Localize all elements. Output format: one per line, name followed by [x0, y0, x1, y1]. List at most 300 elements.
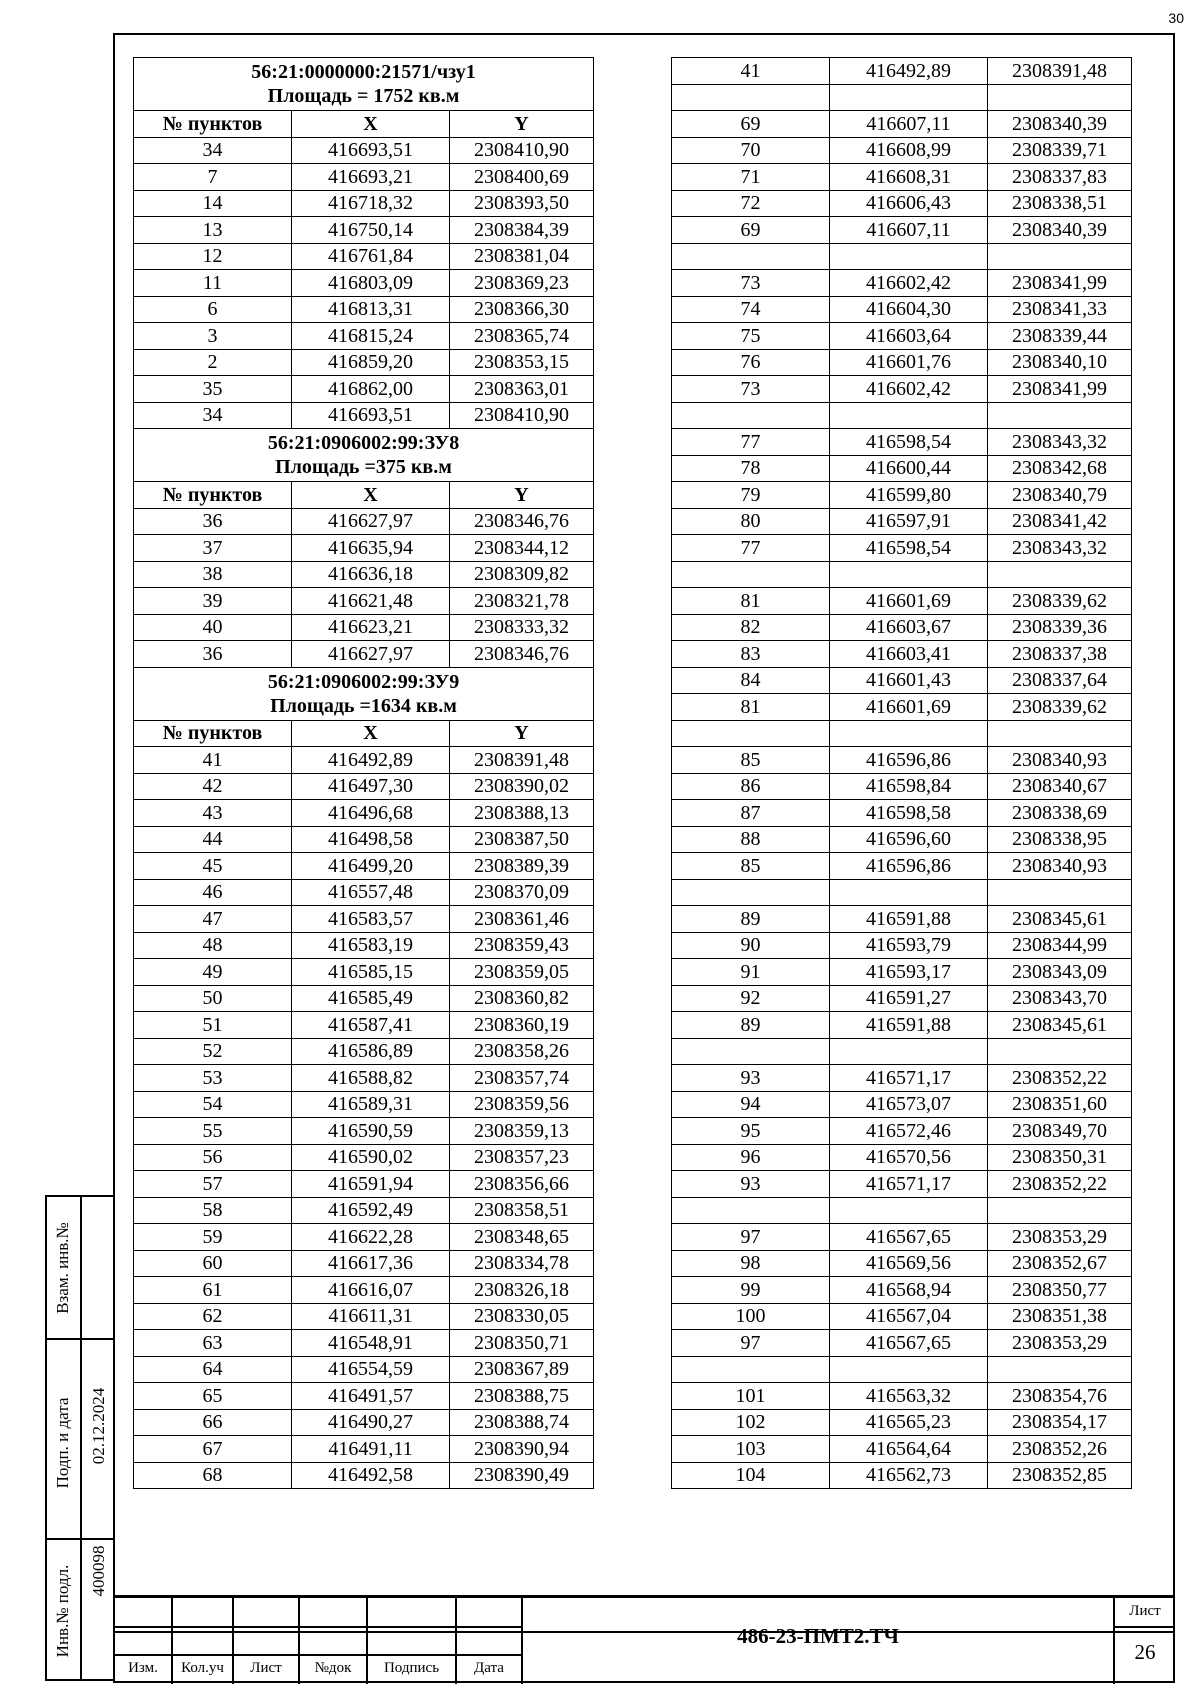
table-row — [672, 349, 1132, 376]
point-number-cell — [672, 879, 830, 906]
column-header-row — [134, 720, 594, 747]
x-cell: 416591,88 — [830, 1012, 988, 1039]
y-cell: 2308363,01 — [450, 376, 594, 403]
point-number-cell: 102 — [672, 1409, 830, 1436]
x-cell: 416803,09 — [292, 270, 450, 297]
point-number-cell: 6 — [134, 296, 292, 323]
table-row — [134, 1091, 594, 1118]
table-row — [672, 1171, 1132, 1198]
point-number-cell: 55 — [134, 1118, 292, 1145]
table-row — [672, 58, 1132, 85]
x-cell — [830, 879, 988, 906]
right-coordinates-table — [671, 57, 1132, 1489]
point-number-cell: 52 — [134, 1038, 292, 1065]
table-row — [134, 614, 594, 641]
point-number-cell: 13 — [134, 217, 292, 244]
x-cell: 416622,28 — [292, 1224, 450, 1251]
y-cell: 2308343,32 — [988, 535, 1132, 562]
y-cell: 2308337,38 — [988, 641, 1132, 668]
y-cell: 2308330,05 — [450, 1303, 594, 1330]
separator-row — [672, 1038, 1132, 1065]
y-cell: 2308367,89 — [450, 1356, 594, 1383]
separator-row — [672, 402, 1132, 429]
y-cell: 2308339,71 — [988, 137, 1132, 164]
y-cell: 2308346,76 — [450, 641, 594, 668]
point-number-cell: 88 — [672, 826, 830, 853]
point-number-cell: 57 — [134, 1171, 292, 1198]
y-cell: 2308344,12 — [450, 535, 594, 562]
x-cell: 416598,54 — [830, 429, 988, 456]
point-number-cell: 72 — [672, 190, 830, 217]
y-cell: 2308338,95 — [988, 826, 1132, 853]
y-cell: 2308366,30 — [450, 296, 594, 323]
x-cell: 416588,82 — [292, 1065, 450, 1092]
y-cell: 2308381,04 — [450, 243, 594, 270]
y-cell: 2308390,49 — [450, 1462, 594, 1489]
y-cell: 2308390,94 — [450, 1436, 594, 1463]
point-number-cell: 80 — [672, 508, 830, 535]
table-row — [672, 323, 1132, 350]
x-cell: 416589,31 — [292, 1091, 450, 1118]
y-cell — [988, 1356, 1132, 1383]
point-number-cell: 85 — [672, 853, 830, 880]
x-cell: 416616,07 — [292, 1277, 450, 1304]
x-cell: 416492,58 — [292, 1462, 450, 1489]
x-cell: 416603,41 — [830, 641, 988, 668]
table-row — [134, 1038, 594, 1065]
y-cell: 2308343,32 — [988, 429, 1132, 456]
column-header-row — [134, 482, 594, 509]
table-row — [134, 561, 594, 588]
x-cell: 416563,32 — [830, 1383, 988, 1410]
y-header: Y — [450, 482, 594, 509]
point-number-cell: 7 — [134, 164, 292, 191]
point-number-header: № пунктов — [134, 482, 292, 509]
y-cell: 2308343,70 — [988, 985, 1132, 1012]
point-number-cell: 43 — [134, 800, 292, 827]
x-cell: 416593,17 — [830, 959, 988, 986]
point-number-cell — [672, 402, 830, 429]
point-number-cell: 99 — [672, 1277, 830, 1304]
x-cell: 416591,88 — [830, 906, 988, 933]
point-number-cell: 95 — [672, 1118, 830, 1145]
y-cell: 2308341,33 — [988, 296, 1132, 323]
x-cell — [830, 1356, 988, 1383]
table-row — [134, 853, 594, 880]
point-number-cell: 89 — [672, 1012, 830, 1039]
section-header — [134, 667, 594, 720]
table-row — [134, 1383, 594, 1410]
point-number-cell: 79 — [672, 482, 830, 509]
y-cell: 2308342,68 — [988, 455, 1132, 482]
point-number-cell — [672, 84, 830, 111]
point-number-cell: 37 — [134, 535, 292, 562]
y-cell: 2308339,36 — [988, 614, 1132, 641]
y-cell: 2308357,74 — [450, 1065, 594, 1092]
point-number-cell: 58 — [134, 1197, 292, 1224]
x-cell: 416564,64 — [830, 1436, 988, 1463]
point-number-cell: 36 — [134, 641, 292, 668]
section-area: Площадь =1634 кв.м — [270, 694, 457, 717]
table-row — [672, 1277, 1132, 1304]
x-cell: 416602,42 — [830, 376, 988, 403]
section-header — [134, 429, 594, 482]
point-number-cell: 77 — [672, 535, 830, 562]
x-cell: 416591,27 — [830, 985, 988, 1012]
point-number-cell: 69 — [672, 111, 830, 138]
point-number-cell: 96 — [672, 1144, 830, 1171]
table-row — [134, 747, 594, 774]
point-number-cell: 53 — [134, 1065, 292, 1092]
separator-row — [672, 243, 1132, 270]
table-row — [672, 1065, 1132, 1092]
y-cell: 2308340,79 — [988, 482, 1132, 509]
y-cell — [988, 561, 1132, 588]
x-cell: 416813,31 — [292, 296, 450, 323]
table-row — [134, 826, 594, 853]
y-cell — [988, 84, 1132, 111]
section-title-cell — [134, 429, 594, 482]
point-number-cell: 41 — [134, 747, 292, 774]
y-cell: 2308338,69 — [988, 800, 1132, 827]
x-cell: 416571,17 — [830, 1171, 988, 1198]
point-number-cell — [672, 720, 830, 747]
table-row — [672, 614, 1132, 641]
separator-row — [672, 1356, 1132, 1383]
y-cell: 2308350,77 — [988, 1277, 1132, 1304]
table-row — [672, 1250, 1132, 1277]
point-number-cell: 83 — [672, 641, 830, 668]
x-header: X — [292, 482, 450, 509]
table-row — [134, 402, 594, 429]
x-cell: 416554,59 — [292, 1356, 450, 1383]
x-cell: 416491,57 — [292, 1383, 450, 1410]
vzam-inv-label: Взам. инв.№ — [53, 1222, 72, 1314]
point-number-cell: 40 — [134, 614, 292, 641]
table-row — [672, 1091, 1132, 1118]
point-number-header: № пунктов — [134, 111, 292, 138]
x-cell: 416590,02 — [292, 1144, 450, 1171]
x-cell: 416498,58 — [292, 826, 450, 853]
x-cell: 416565,23 — [830, 1409, 988, 1436]
y-cell: 2308354,76 — [988, 1383, 1132, 1410]
y-cell: 2308350,31 — [988, 1144, 1132, 1171]
inv-podl-cell — [45, 1538, 115, 1681]
table-row — [672, 1012, 1132, 1039]
point-number-cell: 78 — [672, 455, 830, 482]
y-cell: 2308391,48 — [450, 747, 594, 774]
y-cell: 2308390,02 — [450, 773, 594, 800]
point-number-cell: 48 — [134, 932, 292, 959]
point-number-cell: 11 — [134, 270, 292, 297]
y-cell: 2308359,13 — [450, 1118, 594, 1145]
x-cell: 416497,30 — [292, 773, 450, 800]
x-cell: 416611,31 — [292, 1303, 450, 1330]
doc-code: 486-23-ПМТ2.ТЧ — [737, 1624, 899, 1648]
y-header: Y — [450, 111, 594, 138]
table-row — [672, 1118, 1132, 1145]
x-cell — [830, 561, 988, 588]
y-cell — [988, 243, 1132, 270]
separator-row — [672, 561, 1132, 588]
x-cell: 416621,48 — [292, 588, 450, 615]
y-cell: 2308345,61 — [988, 906, 1132, 933]
y-cell: 2308391,48 — [988, 58, 1132, 85]
point-number-cell: 87 — [672, 800, 830, 827]
y-cell: 2308353,29 — [988, 1224, 1132, 1251]
y-cell: 2308389,39 — [450, 853, 594, 880]
separator-row — [672, 84, 1132, 111]
point-number-cell: 93 — [672, 1065, 830, 1092]
table-row — [672, 376, 1132, 403]
x-cell: 416567,65 — [830, 1330, 988, 1357]
table-row — [672, 826, 1132, 853]
point-number-header: № пунктов — [134, 720, 292, 747]
y-cell: 2308393,50 — [450, 190, 594, 217]
table-row — [134, 588, 594, 615]
x-cell: 416859,20 — [292, 349, 450, 376]
point-number-cell: 65 — [134, 1383, 292, 1410]
table-row — [134, 1303, 594, 1330]
x-cell: 416693,51 — [292, 402, 450, 429]
y-cell: 2308340,67 — [988, 773, 1132, 800]
table-row — [134, 535, 594, 562]
point-number-cell: 38 — [134, 561, 292, 588]
table-row — [672, 1303, 1132, 1330]
y-cell: 2308352,22 — [988, 1171, 1132, 1198]
y-cell: 2308387,50 — [450, 826, 594, 853]
label-izm: Изм. — [128, 1660, 158, 1676]
x-cell: 416583,19 — [292, 932, 450, 959]
table-row — [672, 694, 1132, 721]
y-cell: 2308337,83 — [988, 164, 1132, 191]
table-row — [672, 429, 1132, 456]
table-row — [672, 773, 1132, 800]
x-cell: 416597,91 — [830, 508, 988, 535]
y-cell: 2308351,60 — [988, 1091, 1132, 1118]
y-cell: 2308354,17 — [988, 1409, 1132, 1436]
y-cell: 2308352,22 — [988, 1065, 1132, 1092]
y-cell: 2308338,51 — [988, 190, 1132, 217]
x-cell: 416718,32 — [292, 190, 450, 217]
table-row — [134, 1356, 594, 1383]
section-area: Площадь = 1752 кв.м — [267, 85, 460, 107]
section-title-cell — [134, 667, 594, 720]
table-row — [672, 588, 1132, 615]
x-cell: 416617,36 — [292, 1250, 450, 1277]
y-cell: 2308321,78 — [450, 588, 594, 615]
y-cell: 2308358,51 — [450, 1197, 594, 1224]
point-number-cell: 104 — [672, 1462, 830, 1489]
sheet-number: 26 — [1134, 1640, 1156, 1664]
point-number-cell: 47 — [134, 906, 292, 933]
point-number-cell: 103 — [672, 1436, 830, 1463]
table-row — [134, 243, 594, 270]
table-row — [672, 1462, 1132, 1489]
y-cell: 2308345,61 — [988, 1012, 1132, 1039]
section-title: 56:21:0906002:99:ЗУ9 — [267, 670, 460, 693]
point-number-cell: 35 — [134, 376, 292, 403]
y-cell: 2308359,43 — [450, 932, 594, 959]
table-row — [134, 879, 594, 906]
y-cell: 2308351,38 — [988, 1303, 1132, 1330]
y-cell: 2308346,76 — [450, 508, 594, 535]
y-cell — [988, 1197, 1132, 1224]
table-row — [134, 137, 594, 164]
table-row — [134, 349, 594, 376]
point-number-cell: 73 — [672, 270, 830, 297]
point-number-cell: 98 — [672, 1250, 830, 1277]
y-cell: 2308343,09 — [988, 959, 1132, 986]
table-row — [134, 270, 594, 297]
point-number-cell: 14 — [134, 190, 292, 217]
sheet-label: Лист — [1129, 1603, 1161, 1619]
y-cell: 2308309,82 — [450, 561, 594, 588]
y-cell: 2308344,99 — [988, 932, 1132, 959]
point-number-cell: 59 — [134, 1224, 292, 1251]
separator-row — [672, 879, 1132, 906]
x-cell: 416490,27 — [292, 1409, 450, 1436]
label-podpis: Подпись — [383, 1660, 440, 1676]
x-cell: 416598,84 — [830, 773, 988, 800]
table-row — [134, 773, 594, 800]
table-row — [672, 1436, 1132, 1463]
table-row — [672, 111, 1132, 138]
x-cell: 416693,21 — [292, 164, 450, 191]
x-cell: 416750,14 — [292, 217, 450, 244]
y-cell — [988, 720, 1132, 747]
point-number-cell: 77 — [672, 429, 830, 456]
table-row — [672, 270, 1132, 297]
table-row — [672, 296, 1132, 323]
y-cell: 2308340,39 — [988, 217, 1132, 244]
point-number-cell — [672, 243, 830, 270]
x-cell: 416601,43 — [830, 667, 988, 694]
point-number-cell: 34 — [134, 402, 292, 429]
table-row — [672, 985, 1132, 1012]
x-cell: 416572,46 — [830, 1118, 988, 1145]
x-cell — [830, 243, 988, 270]
y-cell: 2308340,10 — [988, 349, 1132, 376]
table-row — [134, 1144, 594, 1171]
label-data: Дата — [474, 1660, 504, 1676]
x-cell: 416570,56 — [830, 1144, 988, 1171]
point-number-cell — [672, 1197, 830, 1224]
x-cell: 416608,99 — [830, 137, 988, 164]
y-cell: 2308349,70 — [988, 1118, 1132, 1145]
podp-data-label: Подп. и дата — [53, 1397, 72, 1489]
y-cell: 2308352,26 — [988, 1436, 1132, 1463]
x-cell: 416603,67 — [830, 614, 988, 641]
left-coordinates-table — [133, 57, 594, 1489]
table-row — [134, 1409, 594, 1436]
x-cell: 416598,58 — [830, 800, 988, 827]
x-header: X — [292, 720, 450, 747]
point-number-cell: 85 — [672, 747, 830, 774]
table-row — [672, 217, 1132, 244]
y-cell: 2308353,29 — [988, 1330, 1132, 1357]
point-number-cell: 73 — [672, 376, 830, 403]
point-number-cell: 63 — [134, 1330, 292, 1357]
x-cell: 416601,69 — [830, 694, 988, 721]
table-row — [134, 1224, 594, 1251]
x-cell: 416587,41 — [292, 1012, 450, 1039]
table-row — [134, 376, 594, 403]
y-cell: 2308359,05 — [450, 959, 594, 986]
point-number-cell: 70 — [672, 137, 830, 164]
x-cell: 416586,89 — [292, 1038, 450, 1065]
point-number-cell: 71 — [672, 164, 830, 191]
point-number-cell: 49 — [134, 959, 292, 986]
inv-podl-label: Инв.№ подл. — [53, 1564, 72, 1658]
column-header-row — [134, 111, 594, 138]
x-cell: 416496,68 — [292, 800, 450, 827]
table-row — [134, 190, 594, 217]
table-row — [134, 1277, 594, 1304]
inv-podl-value: 400098 — [89, 1545, 108, 1597]
x-cell: 416593,79 — [830, 932, 988, 959]
y-cell: 2308333,32 — [450, 614, 594, 641]
point-number-cell — [672, 1356, 830, 1383]
point-number-cell: 61 — [134, 1277, 292, 1304]
point-number-cell: 97 — [672, 1224, 830, 1251]
separator-row — [672, 1197, 1132, 1224]
section-header — [134, 58, 594, 111]
point-number-cell: 82 — [672, 614, 830, 641]
table-row — [134, 1462, 594, 1489]
point-number-cell: 54 — [134, 1091, 292, 1118]
x-cell — [830, 402, 988, 429]
y-cell: 2308334,78 — [450, 1250, 594, 1277]
x-cell — [830, 1038, 988, 1065]
table-row — [672, 1224, 1132, 1251]
x-cell: 416599,80 — [830, 482, 988, 509]
section-title: 56:21:0000000:21571/чзу1 — [251, 61, 476, 83]
point-number-cell: 45 — [134, 853, 292, 880]
y-cell: 2308350,71 — [450, 1330, 594, 1357]
table-row — [672, 508, 1132, 535]
page-number: 30 — [1168, 10, 1184, 26]
y-cell: 2308339,62 — [988, 588, 1132, 615]
x-cell: 416636,18 — [292, 561, 450, 588]
table-row — [134, 1197, 594, 1224]
table-row — [134, 1250, 594, 1277]
point-number-cell: 92 — [672, 985, 830, 1012]
x-cell: 416492,89 — [830, 58, 988, 85]
x-cell — [830, 720, 988, 747]
y-cell: 2308341,99 — [988, 270, 1132, 297]
x-cell: 416606,43 — [830, 190, 988, 217]
x-cell: 416590,59 — [292, 1118, 450, 1145]
y-cell: 2308352,67 — [988, 1250, 1132, 1277]
point-number-cell: 101 — [672, 1383, 830, 1410]
y-cell: 2308370,09 — [450, 879, 594, 906]
x-cell: 416491,11 — [292, 1436, 450, 1463]
x-cell: 416571,17 — [830, 1065, 988, 1092]
x-cell: 416596,86 — [830, 747, 988, 774]
y-cell: 2308410,90 — [450, 137, 594, 164]
y-cell: 2308358,26 — [450, 1038, 594, 1065]
y-cell: 2308353,15 — [450, 349, 594, 376]
x-cell: 416573,07 — [830, 1091, 988, 1118]
y-cell: 2308359,56 — [450, 1091, 594, 1118]
table-row — [134, 959, 594, 986]
y-cell: 2308339,44 — [988, 323, 1132, 350]
table-row — [672, 535, 1132, 562]
point-number-cell: 42 — [134, 773, 292, 800]
y-header: Y — [450, 720, 594, 747]
x-cell: 416602,42 — [830, 270, 988, 297]
